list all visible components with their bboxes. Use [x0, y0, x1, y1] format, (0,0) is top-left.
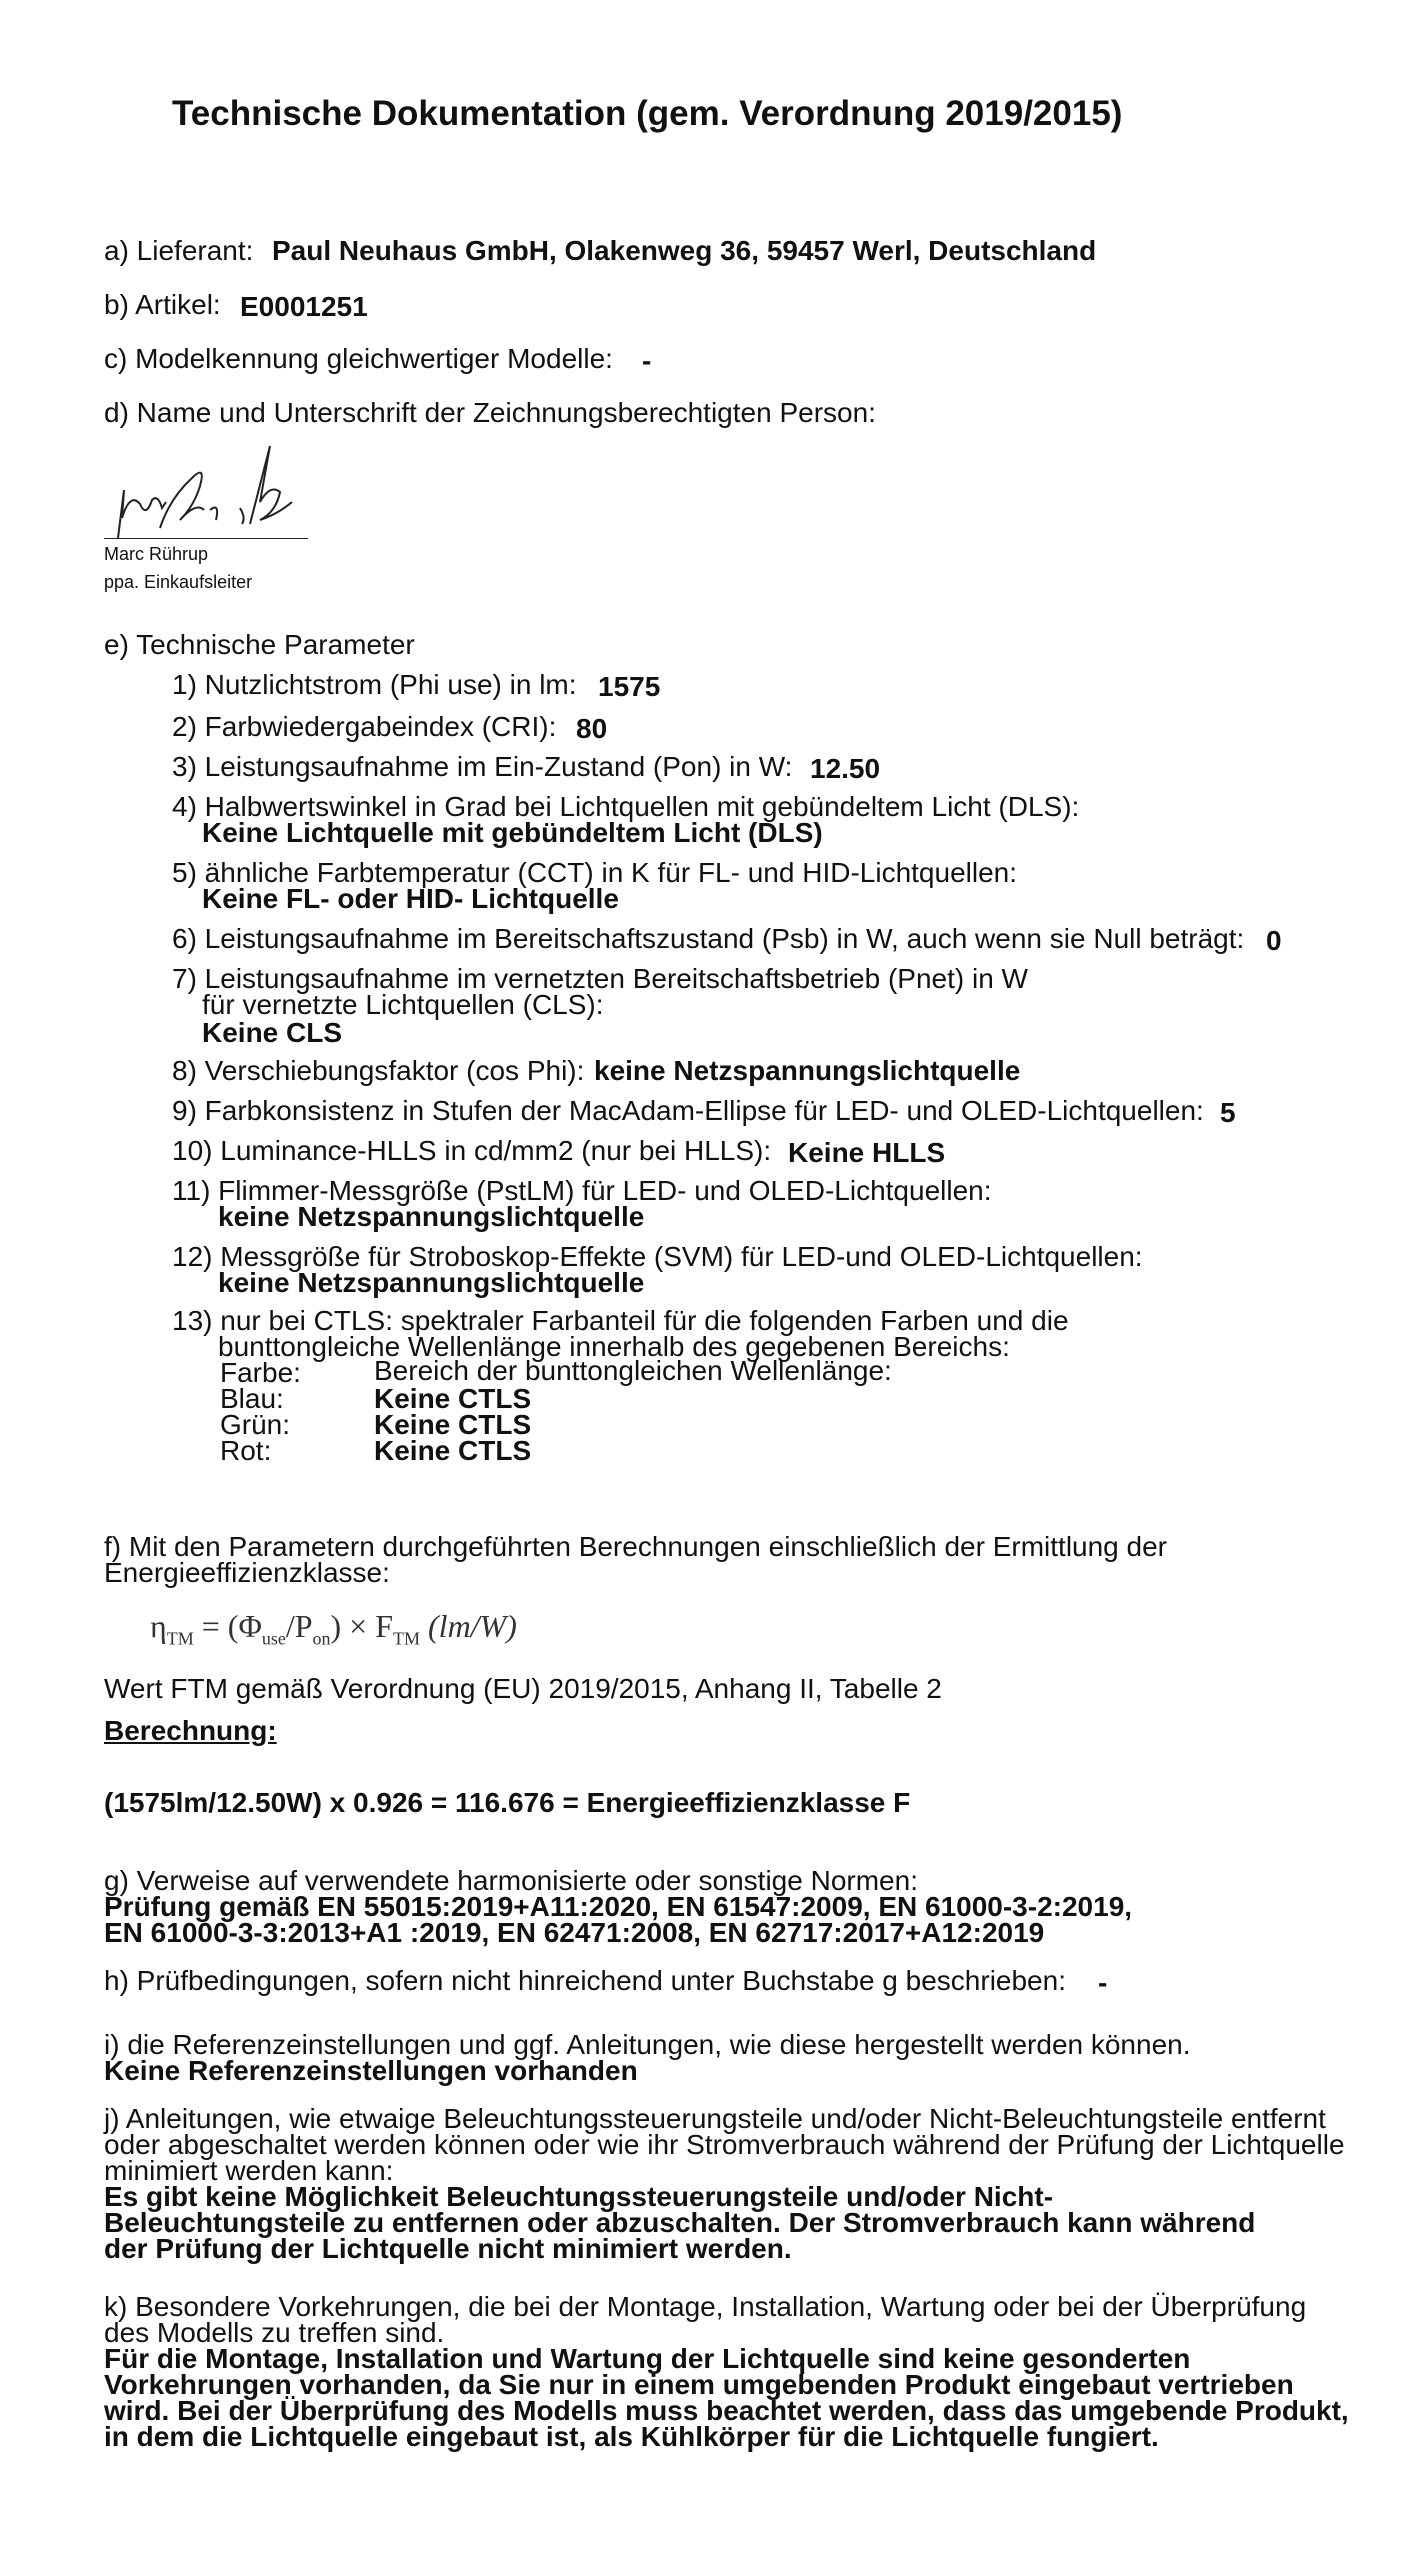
- reference-settings-label: i) die Referenzeinstellungen und ggf. Anleitungen, wie diese hergestellt werden können.: [104, 2029, 1191, 2060]
- precautions-value-1: Für die Montage, Installation und Wartung der Lichtquelle sind keine gesonderten: [104, 2343, 1191, 2374]
- control-parts-line-3: minimiert werden kann:: [104, 2155, 394, 2186]
- supplier-label: a) Lieferant:: [104, 235, 254, 266]
- ctls-color-label: Rot:: [220, 1435, 272, 1466]
- signature-line: [104, 538, 308, 539]
- model-value: -: [642, 345, 652, 376]
- article-value: E0001251: [240, 291, 368, 322]
- precautions-value-3: wird. Bei der Überprüfung des Modells muss beachtet werden, dass das umgebende Produkt,: [104, 2395, 1349, 2426]
- param-5-value: Keine FL- oder HID- Lichtquelle: [202, 883, 619, 914]
- calculation-result: (1575lm/12.50W) x 0.926 = 116.676 = Energieeffizienzklasse F: [104, 1787, 911, 1818]
- ftm-note: Wert FTM gemäß Verordnung (EU) 2019/2015, Anhang II, Tabelle 2: [104, 1673, 942, 1704]
- param-13-label-cont: bunttongleiche Wellenlänge innerhalb des gegebenen Bereichs:: [218, 1331, 1010, 1362]
- signatory-label: d) Name und Unterschrift der Zeichnungsberechtigten Person:: [104, 397, 876, 428]
- ctls-color-header: Farbe:: [220, 1357, 301, 1388]
- param-2-label: 2) Farbwiedergabeindex (CRI):: [172, 711, 557, 742]
- efficiency-formula: $\eta_{TM} = (\Phi_{use}/P_{on}) \times F_{TM}$ (lm/W): [150, 1608, 517, 1649]
- signatory-role: ppa. Einkaufsleiter: [104, 572, 253, 592]
- signatory-name: Marc Rührup: [104, 544, 209, 564]
- precautions-value-2: Vorkehrungen vorhanden, da Sie nur in einem umgebenden Produkt eingebaut vertrieben: [104, 2369, 1294, 2400]
- ctls-color-value: Keine CTLS: [374, 1383, 532, 1414]
- supplier-value: Paul Neuhaus GmbH, Olakenweg 36, 59457 Werl, Deutschland: [272, 235, 1097, 266]
- param-1-label: 1) Nutzlichtstrom (Phi use) in lm:: [172, 669, 577, 700]
- param-10-label: 10) Luminance-HLLS in cd/mm2 (nur bei HLLS):: [172, 1135, 772, 1166]
- calc-intro-line-2: Energieeffizienzklasse:: [104, 1557, 390, 1588]
- param-13-label: 13) nur bei CTLS: spektraler Farbanteil für die folgenden Farben und die: [172, 1305, 1069, 1336]
- param-12-value: keine Netzspannungslichtquelle: [218, 1267, 645, 1298]
- param-9-label: 9) Farbkonsistenz in Stufen der MacAdam-Ellipse für LED- und OLED-Lichtquellen:: [172, 1095, 1204, 1126]
- param-4-value: Keine Lichtquelle mit gebündeltem Licht (DLS): [202, 817, 823, 848]
- param-7-label: 7) Leistungsaufnahme im vernetzten Bereitschaftsbetrieb (Pnet) in W: [172, 963, 1028, 994]
- norms-value-1: Prüfung gemäß EN 55015:2019+A11:2020, EN 61547:2009, EN 61000-3-2:2019,: [104, 1891, 1133, 1922]
- param-8-label: 8) Verschiebungsfaktor (cos Phi):: [172, 1055, 585, 1086]
- signature-image: [100, 428, 320, 548]
- param-6-value: 0: [1266, 925, 1282, 956]
- article-label: b) Artikel:: [104, 289, 221, 320]
- param-11-value: keine Netzspannungslichtquelle: [218, 1201, 645, 1232]
- control-parts-value-1: Es gibt keine Möglichkeit Beleuchtungssteuerungsteile und/oder Nicht-: [104, 2181, 1054, 2212]
- param-11-label: 11) Flimmer-Messgröße (PstLM) für LED- und OLED-Lichtquellen:: [172, 1175, 992, 1206]
- norms-value-2: EN 61000-3-3:2013+A1 :2019, EN 62471:2008, EN 62717:2017+A12:2019: [104, 1917, 1045, 1948]
- precautions-line-1: k) Besondere Vorkehrungen, die bei der Montage, Installation, Wartung oder bei der Überprüfung: [104, 2291, 1307, 2322]
- test-conditions-value: -: [1098, 1967, 1108, 1998]
- model-label: c) Modelkennung gleichwertiger Modelle:: [104, 343, 613, 374]
- param-2-value: 80: [576, 713, 608, 744]
- ctls-color-label: Grün:: [220, 1409, 291, 1440]
- precautions-value-4: in dem die Lichtquelle eingebaut ist, als Kühlkörper für die Lichtquelle fungiert.: [104, 2421, 1159, 2452]
- tech-params-heading: e) Technische Parameter: [104, 629, 415, 660]
- ctls-color-label: Blau:: [220, 1383, 284, 1414]
- param-5-label: 5) ähnliche Farbtemperatur (CCT) in K für FL- und HID-Lichtquellen:: [172, 857, 1018, 888]
- param-10-value: Keine HLLS: [788, 1137, 946, 1168]
- ctls-color-value: Keine CTLS: [374, 1409, 532, 1440]
- calculation-heading: Berechnung:: [104, 1715, 277, 1746]
- reference-settings-value: Keine Referenzeinstellungen vorhanden: [104, 2055, 638, 2086]
- param-7-label-cont: für vernetzte Lichtquellen (CLS):: [202, 989, 604, 1020]
- precautions-line-2: des Modells zu treffen sind.: [104, 2317, 445, 2348]
- param-1-value: 1575: [598, 671, 661, 702]
- control-parts-line-1: j) Anleitungen, wie etwaige Beleuchtungssteuerungsteile und/oder Nicht-Beleuchtungsteile entfernt: [104, 2103, 1326, 2134]
- control-parts-value-3: der Prüfung der Lichtquelle nicht minimiert werden.: [104, 2233, 792, 2264]
- param-6-label: 6) Leistungsaufnahme im Bereitschaftszustand (Psb) in W, auch wenn sie Null beträgt:: [172, 923, 1245, 954]
- param-8-value: keine Netzspannungslichtquelle: [594, 1055, 1021, 1086]
- control-parts-line-2: oder abgeschaltet werden können oder wie ihr Stromverbrauch während der Prüfung der Lichtquelle: [104, 2129, 1345, 2160]
- param-4-label: 4) Halbwertswinkel in Grad bei Lichtquellen mit gebündeltem Licht (DLS):: [172, 791, 1080, 822]
- param-12-label: 12) Messgröße für Stroboskop-Effekte (SVM) für LED-und OLED-Lichtquellen:: [172, 1241, 1143, 1272]
- param-3-label: 3) Leistungsaufnahme im Ein-Zustand (Pon) in W:: [172, 751, 793, 782]
- calc-intro-line-1: f) Mit den Parametern durchgeführten Berechnungen einschließlich der Ermittlung der: [104, 1531, 1168, 1562]
- ctls-color-value: Keine CTLS: [374, 1435, 532, 1466]
- control-parts-value-2: Beleuchtungsteile zu entfernen oder abzuschalten. Der Stromverbrauch kann während: [104, 2207, 1256, 2238]
- param-9-value: 5: [1220, 1097, 1236, 1128]
- norms-label: g) Verweise auf verwendete harmonisierte oder sonstige Normen:: [104, 1865, 918, 1896]
- param-7-value: Keine CLS: [202, 1017, 343, 1048]
- test-conditions-label: h) Prüfbedingungen, sofern nicht hinreichend unter Buchstabe g beschrieben:: [104, 1965, 1066, 1996]
- param-3-value: 12.50: [810, 753, 881, 784]
- ctls-range-header: Bereich der bunttongleichen Wellenlänge:: [374, 1355, 892, 1386]
- page-title: Technische Dokumentation (gem. Verordnung 2019/2015): [172, 94, 1123, 133]
